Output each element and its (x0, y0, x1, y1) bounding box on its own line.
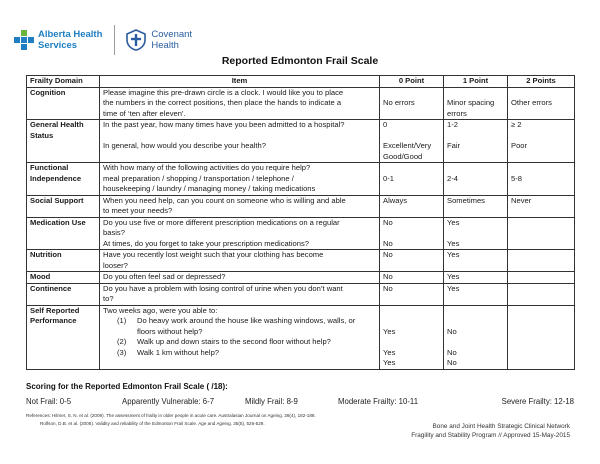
item-line: meal preparation / shopping / transportation / telephone / (103, 173, 294, 183)
covenant-logo-line1: Covenant (151, 29, 193, 40)
score-text: Yes (447, 283, 460, 293)
item-line: Two weeks ago, were you able to: (103, 305, 218, 315)
item-line: In general, how would you describe your health? (103, 141, 266, 150)
list-item (117, 316, 376, 337)
score-text: Sometimes (447, 195, 485, 205)
score-text: errors (447, 108, 467, 118)
cognition-2-points (508, 87, 575, 120)
item-functional (100, 163, 380, 196)
cognition-0-point (380, 87, 444, 120)
score-text: No (383, 217, 393, 227)
scoring-title: Scoring for the Reported Edmonton Frail Scale ( /18): (26, 382, 228, 391)
table-row-nutrition (27, 250, 575, 272)
score-text: Fair (447, 141, 461, 150)
score-text: Yes (383, 326, 396, 336)
header-2-points: 2 Points (508, 76, 575, 88)
score-text: 1-2 (447, 120, 458, 129)
mood-0-point (380, 272, 444, 284)
covenant-logo-line2: Health (151, 40, 179, 51)
level-not-frail: Not Frail: 0-5 (26, 397, 72, 406)
score-text: No (383, 250, 393, 259)
item-cognition (100, 87, 380, 120)
cognition-1-point (444, 87, 508, 120)
reference-line: References: Hilmer, S. N. et al. (2009). The assessment of frailty in older people in acute care. Australasian Journal on Ageing. 28(4), 182-188. (26, 413, 316, 418)
performance-0-point (380, 305, 444, 369)
general-health-0-point (380, 120, 444, 163)
item-performance (100, 305, 380, 369)
header-domain: Frailty Domain (27, 76, 100, 88)
performance-1-point (444, 305, 508, 369)
score-text: Never (511, 195, 532, 205)
list-item (117, 337, 376, 348)
functional-2-points (508, 163, 575, 196)
item-line: Do heavy work around the house like washing windows, walls, or (137, 316, 356, 325)
level-vulnerable: Apparently Vulnerable: 6-7 (122, 397, 215, 406)
list-number: (1) (117, 316, 127, 325)
mood-1-point (444, 272, 508, 284)
ahs-cross-icon (14, 30, 34, 50)
item-line: Have you recently lost weight such that your clothing has become (103, 250, 324, 259)
item-line: looser? (103, 260, 128, 270)
score-text: Excellent/Very (383, 141, 432, 150)
item-medication (100, 217, 380, 250)
item-line: At times, do you forget to take your prescription medications? (103, 238, 309, 248)
frail-scale-table (26, 75, 575, 370)
footer-line: Bone and Joint Health Strategic Clinical Network (432, 423, 570, 430)
performance-2-points (508, 305, 575, 369)
medication-0-point (380, 217, 444, 250)
ahs-logo-line2: Services (38, 40, 78, 51)
logo-divider (114, 25, 115, 55)
list-number: (2) (117, 337, 127, 346)
score-text: 2-4 (447, 173, 458, 183)
header-0-point: 0 Point (380, 76, 444, 88)
score-text: No (447, 347, 457, 357)
list-number: (3) (117, 347, 127, 357)
ahs-logo-text (38, 29, 102, 51)
score-text: No (447, 358, 457, 367)
domain-line: Functional (30, 163, 69, 172)
domain-performance (27, 305, 100, 369)
item-line: When you need help, can you count on someone who is willing and able (103, 195, 346, 205)
page-title: Reported Edmonton Frail Scale (221, 55, 379, 67)
domain-cognition: Cognition (27, 87, 100, 120)
nutrition-2-points (508, 250, 575, 272)
functional-0-point (380, 163, 444, 196)
item-line: With how many of the following activities do you require help? (103, 163, 311, 172)
table-row-medication (27, 217, 575, 250)
domain-mood: Mood (27, 272, 100, 284)
header-1-point: 1 Point (444, 76, 508, 88)
score-text: Yes (447, 217, 460, 227)
score-text: 0 (383, 120, 388, 129)
item-line: Walk up and down stairs to the second floor without help? (137, 337, 331, 346)
item-line: Please imagine this pre-drawn circle is a clock. I would like you to place (103, 87, 344, 97)
table-row-continence (27, 283, 575, 305)
scoring-levels (26, 397, 574, 407)
domain-social-support: Social Support (27, 195, 100, 217)
continence-0-point (380, 283, 444, 305)
item-line: time of ‘ten after eleven’. (103, 108, 186, 118)
list-item (117, 348, 376, 359)
score-text: No (383, 283, 393, 293)
score-text: 0-1 (383, 173, 394, 183)
footer-line: Fragility and Stability Program // Approved 15-May-2015 (411, 432, 570, 439)
level-mild: Mildly Frail: 8-9 (245, 397, 298, 406)
score-text: 5-8 (511, 173, 522, 183)
score-text: Yes (383, 347, 396, 357)
covenant-logo (125, 29, 192, 51)
domain-continence: Continence (27, 283, 100, 305)
functional-1-point (444, 163, 508, 196)
item-continence (100, 283, 380, 305)
level-severe: Severe Frailty: 12-18 (501, 397, 574, 406)
reference-line: Rolfson, D.B. et al. (2006). Validity and reliability of the Edmonton Frail Scale. Age and Ageing. 35(5), 526-529. (40, 421, 265, 426)
item-general-health (100, 120, 380, 163)
item-nutrition (100, 250, 380, 272)
score-text: Always (383, 195, 408, 205)
mood-2-points (508, 272, 575, 284)
domain-functional (27, 163, 100, 196)
header-item: Item (100, 76, 380, 88)
score-text: Yes (447, 238, 460, 248)
score-text: No (383, 238, 393, 248)
item-line: to? (103, 294, 114, 303)
domain-medication: Medication Use (27, 217, 100, 250)
item-social-support (100, 195, 380, 217)
nutrition-0-point (380, 250, 444, 272)
item-line: the numbers in the correct positions, then place the hands to indicate a (103, 98, 342, 107)
domain-line: General Health (30, 120, 84, 129)
score-text: Other errors (511, 98, 552, 107)
score-text: No (383, 272, 393, 281)
item-line: basis? (103, 228, 125, 237)
level-moderate: Moderate Frailty: 10-11 (338, 397, 419, 406)
item-line: Walk 1 km without help? (137, 347, 220, 357)
item-line: to meet your needs? (103, 206, 173, 215)
domain-line: Self Reported (30, 305, 80, 315)
domain-line: Independence (30, 173, 82, 183)
score-text: Yes (447, 250, 460, 259)
item-mood (100, 272, 380, 284)
domain-line: Status (30, 130, 54, 140)
domain-general-health (27, 120, 100, 163)
table-row-mood (27, 272, 575, 284)
score-text: No (447, 326, 457, 336)
domain-nutrition: Nutrition (27, 250, 100, 272)
covenant-logo-text (151, 29, 192, 51)
ahs-logo (14, 29, 102, 51)
medication-1-point (444, 217, 508, 250)
domain-line: Performance (30, 316, 77, 325)
item-line: housekeeping / laundry / managing money / taking medications (103, 184, 316, 193)
general-health-1-point (444, 120, 508, 163)
nutrition-1-point (444, 250, 508, 272)
continence-1-point (444, 283, 508, 305)
references (26, 412, 426, 428)
header-logos (14, 24, 192, 56)
general-health-2-points (508, 120, 575, 163)
score-text: Minor spacing (447, 98, 495, 107)
table-row-social-support (27, 195, 575, 217)
social-2-points (508, 195, 575, 217)
social-1-point (444, 195, 508, 217)
table-header-row (27, 76, 575, 88)
table-row-cognition (27, 87, 575, 120)
medication-2-points (508, 217, 575, 250)
table-row-performance (27, 305, 575, 369)
item-line: Do you have a problem with losing control of urine when you don’t want (103, 283, 343, 293)
performance-list (103, 316, 376, 358)
covenant-shield-icon (125, 29, 147, 51)
score-text: No errors (383, 98, 415, 107)
item-line: In the past year, how many times have you been admitted to a hospital? (103, 120, 345, 129)
score-text: ≥ 2 (511, 120, 522, 129)
score-text: Poor (511, 141, 528, 150)
footer (411, 422, 570, 440)
item-line: Do you use five or more different prescription medications on a regular (103, 217, 340, 227)
score-text: Yes (447, 272, 460, 281)
ahs-logo-line1: Alberta Health (38, 29, 103, 40)
item-line: Do you often feel sad or depressed? (103, 272, 226, 281)
continence-2-points (508, 283, 575, 305)
social-0-point (380, 195, 444, 217)
score-text: Yes (383, 358, 396, 367)
table-row-general-health (27, 120, 575, 163)
table-row-functional (27, 163, 575, 196)
item-line: floors without help? (137, 326, 203, 336)
score-text: Good/Good (383, 151, 423, 161)
